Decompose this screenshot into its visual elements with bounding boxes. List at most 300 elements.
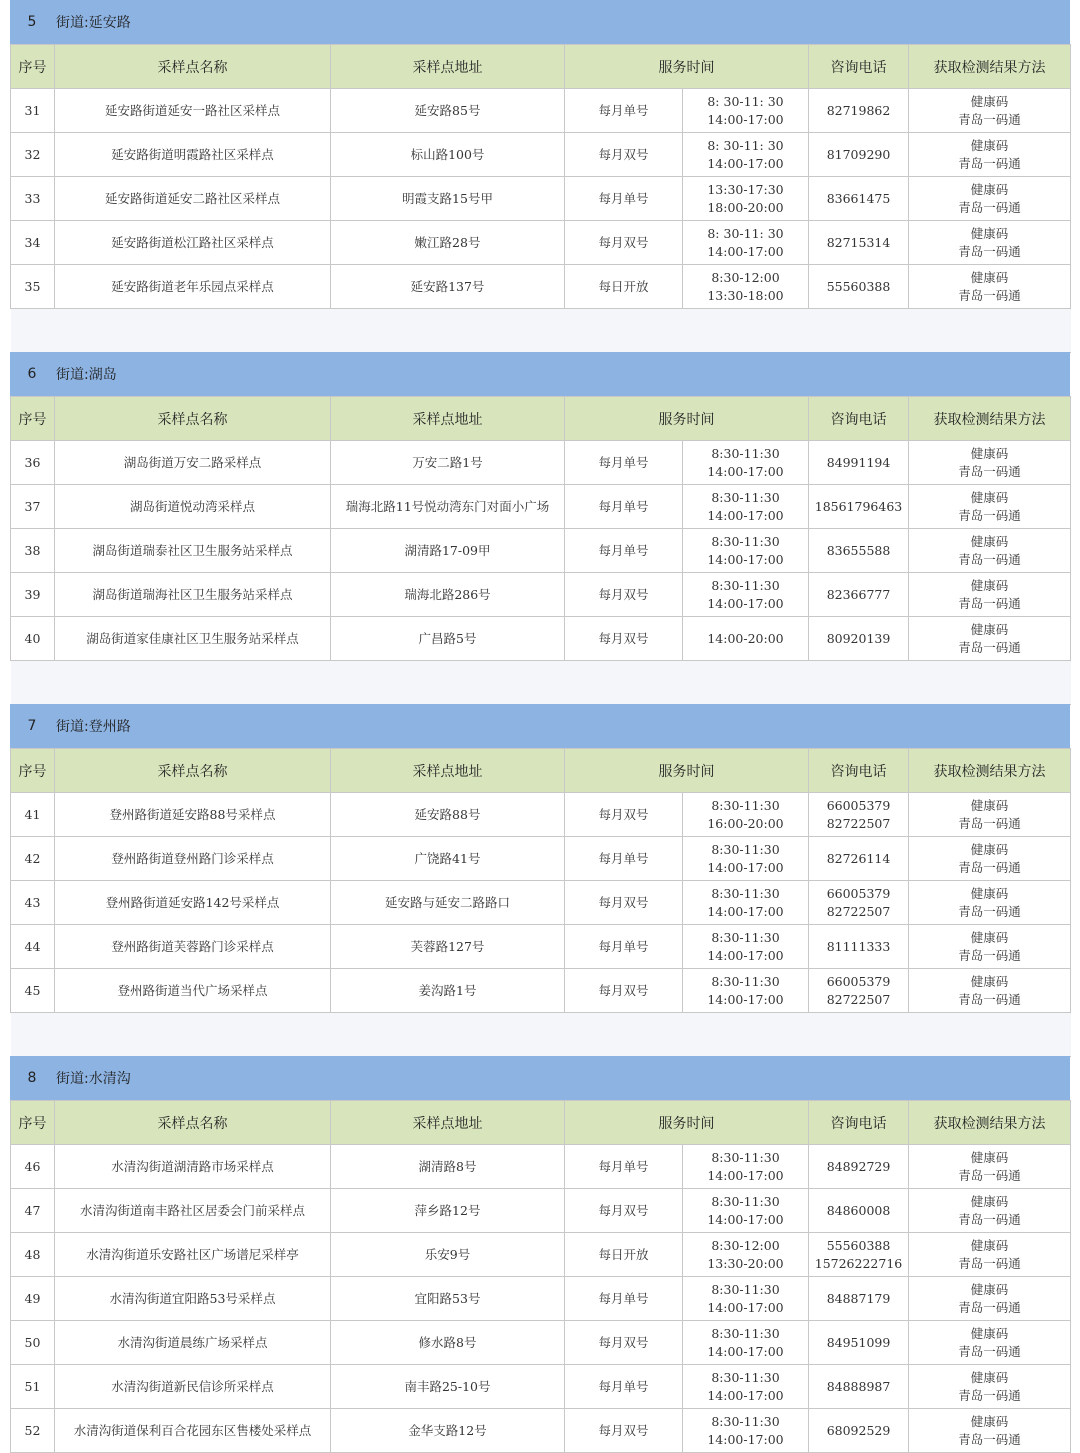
site-address <box>331 617 565 661</box>
open-days <box>565 221 683 265</box>
service-hours-text: 14:00-17:00 <box>707 1167 784 1183</box>
table-row <box>11 89 1071 133</box>
service-hours-text: 14:00-17:00 <box>707 903 784 919</box>
open-days-text: 每月双号 <box>598 894 649 910</box>
table-row <box>11 133 1071 177</box>
site-name <box>55 617 331 661</box>
result-method <box>909 837 1071 881</box>
phone-number-text: 82722507 <box>826 903 891 919</box>
result-method-text: 健康码 <box>970 445 1009 461</box>
open-days-text: 每日开放 <box>598 1246 649 1262</box>
sampling-sites-table <box>10 396 1071 705</box>
site-name-text: 延安路街道明霞路社区采样点 <box>111 146 274 162</box>
result-method <box>909 1189 1071 1233</box>
result-method-text: 青岛一码通 <box>958 903 1021 919</box>
service-hours <box>683 1233 809 1277</box>
result-method <box>909 1277 1071 1321</box>
service-hours <box>683 837 809 881</box>
result-method-text: 健康码 <box>970 137 1009 153</box>
table-row <box>11 1365 1071 1409</box>
row-id <box>11 573 55 617</box>
phone-number-text: 84991194 <box>826 454 891 470</box>
site-name <box>55 925 331 969</box>
service-hours <box>683 1365 809 1409</box>
row-id <box>11 529 55 573</box>
phone-number-text: 55560388 <box>826 1237 891 1253</box>
result-method-text: 健康码 <box>970 225 1009 241</box>
section-header <box>10 704 1070 748</box>
site-address <box>331 1277 565 1321</box>
row-id <box>11 1189 55 1233</box>
site-address-text: 萍乡路12号 <box>414 1202 481 1218</box>
site-name-text: 登州路街道当代广场采样点 <box>117 982 268 998</box>
spacer-cell <box>11 309 1071 353</box>
result-method <box>909 925 1071 969</box>
site-address-text: 嫩江路28号 <box>414 234 481 250</box>
spacer-row <box>11 309 1071 353</box>
open-days <box>565 1233 683 1277</box>
service-hours-text: 8:30-11:30 <box>711 445 780 461</box>
open-days <box>565 177 683 221</box>
header-method: 获取检测结果方法 <box>909 1101 1071 1145</box>
site-address <box>331 1365 565 1409</box>
phone-number <box>809 881 909 925</box>
open-days-text: 每月单号 <box>598 190 649 206</box>
district-section <box>10 0 1070 353</box>
result-method <box>909 1321 1071 1365</box>
header-service-time: 服务时间 <box>565 45 809 89</box>
result-method <box>909 573 1071 617</box>
open-days-text: 每月单号 <box>598 1290 649 1306</box>
phone-number <box>809 89 909 133</box>
service-hours <box>683 89 809 133</box>
result-method <box>909 1233 1071 1277</box>
open-days <box>565 837 683 881</box>
open-days <box>565 1145 683 1189</box>
site-address-text: 万安二路1号 <box>412 454 483 470</box>
phone-number-text: 68092529 <box>826 1422 891 1438</box>
result-method <box>909 441 1071 485</box>
header-id: 序号 <box>11 749 55 793</box>
site-address-text: 乐安9号 <box>424 1246 471 1262</box>
service-hours <box>683 793 809 837</box>
phone-number <box>809 1145 909 1189</box>
header-name: 采样点名称 <box>55 1101 331 1145</box>
district-section <box>10 1056 1070 1453</box>
open-days-text: 每月单号 <box>598 938 649 954</box>
result-method-text: 健康码 <box>970 621 1009 637</box>
site-address-text: 延安路与延安二路路口 <box>384 894 510 910</box>
table-header-row <box>11 397 1071 441</box>
result-method-text: 青岛一码通 <box>958 1299 1021 1315</box>
service-hours-text: 13:30-20:00 <box>707 1255 784 1271</box>
row-id <box>11 1277 55 1321</box>
table-row <box>11 925 1071 969</box>
site-address <box>331 793 565 837</box>
result-method-text: 青岛一码通 <box>958 947 1021 963</box>
phone-number-text: 83655588 <box>826 542 891 558</box>
result-method-text: 健康码 <box>970 973 1009 989</box>
phone-number <box>809 177 909 221</box>
open-days <box>565 617 683 661</box>
header-service-time: 服务时间 <box>565 397 809 441</box>
open-days-text: 每月单号 <box>598 1378 649 1394</box>
site-address-text: 标山路100号 <box>410 146 485 162</box>
site-address <box>331 1321 565 1365</box>
result-method-text: 健康码 <box>970 929 1009 945</box>
service-hours <box>683 221 809 265</box>
service-hours-text: 8:30-11:30 <box>711 929 780 945</box>
site-address-text: 广昌路5号 <box>418 630 477 646</box>
row-id <box>11 177 55 221</box>
header-phone: 咨询电话 <box>809 45 909 89</box>
result-method-text: 青岛一码通 <box>958 1343 1021 1359</box>
site-address <box>331 925 565 969</box>
open-days <box>565 793 683 837</box>
sampling-sites-table <box>10 44 1071 353</box>
result-method-text: 青岛一码通 <box>958 815 1021 831</box>
site-name-text: 水清沟街道南丰路社区居委会门前采样点 <box>79 1202 305 1218</box>
open-days-text: 每月双号 <box>598 1334 649 1350</box>
row-id <box>11 221 55 265</box>
row-id <box>11 441 55 485</box>
row-id <box>11 485 55 529</box>
site-name-text: 湖岛街道家佳康社区卫生服务站采样点 <box>86 630 299 646</box>
site-name <box>55 837 331 881</box>
table-row <box>11 177 1071 221</box>
result-method <box>909 133 1071 177</box>
site-address <box>331 1409 565 1453</box>
open-days-text: 每月双号 <box>598 234 649 250</box>
table-row <box>11 617 1071 661</box>
site-address <box>331 485 565 529</box>
service-hours-text: 13:30-18:00 <box>707 287 784 303</box>
header-id: 序号 <box>11 397 55 441</box>
result-method-text: 青岛一码通 <box>958 287 1021 303</box>
service-hours-text: 14:00-17:00 <box>707 1343 784 1359</box>
section-title: 街道:水清沟 <box>56 1071 131 1087</box>
phone-number-text: 66005379 <box>826 973 891 989</box>
row-id-text: 43 <box>24 894 41 910</box>
open-days-text: 每月单号 <box>598 542 649 558</box>
site-name <box>55 969 331 1013</box>
sampling-sites-table <box>10 1100 1071 1453</box>
phone-number-text: 84888987 <box>826 1378 891 1394</box>
site-name-text: 湖岛街道悦动湾采样点 <box>129 498 255 514</box>
row-id <box>11 1321 55 1365</box>
phone-number-text: 15726222716 <box>814 1255 903 1271</box>
phone-number <box>809 221 909 265</box>
site-name <box>55 133 331 177</box>
site-address-text: 广饶路41号 <box>414 850 481 866</box>
row-id-text: 48 <box>24 1246 41 1262</box>
service-hours-text: 14:00-17:00 <box>707 155 784 171</box>
service-hours-text: 8:30-11:30 <box>711 797 780 813</box>
row-id-text: 35 <box>24 278 41 294</box>
row-id <box>11 89 55 133</box>
table-row <box>11 1277 1071 1321</box>
header-id: 序号 <box>11 1101 55 1145</box>
phone-number-text: 83661475 <box>826 190 891 206</box>
sampling-sites-table <box>10 748 1071 1057</box>
service-hours-text: 14:00-17:00 <box>707 243 784 259</box>
service-hours-text: 14:00-17:00 <box>707 111 784 127</box>
result-method-text: 健康码 <box>970 1281 1009 1297</box>
district-section <box>10 704 1070 1057</box>
site-address-text: 芙蓉路127号 <box>410 938 485 954</box>
site-name-text: 湖岛街道万安二路采样点 <box>123 454 262 470</box>
row-id-text: 39 <box>24 586 41 602</box>
table-header-row <box>11 749 1071 793</box>
site-address <box>331 441 565 485</box>
result-method-text: 健康码 <box>970 533 1009 549</box>
table-header-row <box>11 1101 1071 1145</box>
row-id-text: 47 <box>24 1202 41 1218</box>
section-number: 5 <box>27 14 37 30</box>
open-days-text: 每月单号 <box>598 1158 649 1174</box>
site-name <box>55 529 331 573</box>
open-days <box>565 1277 683 1321</box>
header-address: 采样点地址 <box>331 397 565 441</box>
row-id-text: 52 <box>24 1422 41 1438</box>
table-row <box>11 881 1071 925</box>
result-method-text: 健康码 <box>970 885 1009 901</box>
phone-number <box>809 617 909 661</box>
site-name-text: 水清沟街道宜阳路53号采样点 <box>109 1290 276 1306</box>
site-address <box>331 529 565 573</box>
site-address-text: 南丰路25-10号 <box>404 1378 491 1394</box>
service-hours <box>683 265 809 309</box>
service-hours-text: 8: 30-11: 30 <box>707 93 784 109</box>
service-hours-text: 14:00-17:00 <box>707 551 784 567</box>
service-hours-text: 14:00-17:00 <box>707 859 784 875</box>
header-phone: 咨询电话 <box>809 397 909 441</box>
open-days <box>565 133 683 177</box>
row-id <box>11 837 55 881</box>
service-hours <box>683 529 809 573</box>
header-service-time: 服务时间 <box>565 1101 809 1145</box>
phone-number-text: 82366777 <box>826 586 891 602</box>
result-method-text: 健康码 <box>970 1237 1009 1253</box>
row-id-text: 41 <box>24 806 41 822</box>
row-id <box>11 133 55 177</box>
row-id-text: 45 <box>24 982 41 998</box>
phone-number <box>809 969 909 1013</box>
site-address-text: 延安路137号 <box>410 278 485 294</box>
row-id-text: 34 <box>24 234 41 250</box>
section-title: 街道:湖岛 <box>56 367 117 383</box>
result-method-text: 健康码 <box>970 489 1009 505</box>
table-row <box>11 265 1071 309</box>
open-days <box>565 441 683 485</box>
phone-number-text: 82715314 <box>826 234 891 250</box>
spacer-cell <box>11 1013 1071 1057</box>
service-hours-text: 8:30-11:30 <box>711 1193 780 1209</box>
phone-number-text: 80920139 <box>826 630 891 646</box>
result-method-text: 健康码 <box>970 577 1009 593</box>
table-row <box>11 969 1071 1013</box>
site-name <box>55 1365 331 1409</box>
site-name <box>55 793 331 837</box>
site-address <box>331 133 565 177</box>
site-name <box>55 1277 331 1321</box>
service-hours-text: 8:30-11:30 <box>711 1369 780 1385</box>
header-phone: 咨询电话 <box>809 1101 909 1145</box>
site-address-text: 瑞海北路286号 <box>404 586 491 602</box>
open-days <box>565 89 683 133</box>
open-days-text: 每月双号 <box>598 806 649 822</box>
spacer-row <box>11 661 1071 705</box>
row-id-text: 33 <box>24 190 41 206</box>
site-name <box>55 89 331 133</box>
site-address <box>331 1189 565 1233</box>
result-method-text: 青岛一码通 <box>958 595 1021 611</box>
section-header <box>10 0 1070 44</box>
table-row <box>11 793 1071 837</box>
service-hours-text: 13:30-17:30 <box>707 181 784 197</box>
phone-number-text: 66005379 <box>826 797 891 813</box>
row-id-text: 42 <box>24 850 41 866</box>
open-days <box>565 969 683 1013</box>
table-row <box>11 1145 1071 1189</box>
phone-number <box>809 133 909 177</box>
service-hours-text: 14:00-17:00 <box>707 1211 784 1227</box>
site-address <box>331 881 565 925</box>
site-address <box>331 969 565 1013</box>
service-hours-text: 8:30-11:30 <box>711 841 780 857</box>
phone-number <box>809 1321 909 1365</box>
phone-number <box>809 793 909 837</box>
service-hours-text: 8:30-12:00 <box>711 269 780 285</box>
result-method-text: 青岛一码通 <box>958 111 1021 127</box>
section-header <box>10 1056 1070 1100</box>
service-hours-text: 14:00-17:00 <box>707 1387 784 1403</box>
site-address-text: 修水路8号 <box>418 1334 477 1350</box>
row-id <box>11 1409 55 1453</box>
site-name <box>55 221 331 265</box>
phone-number-text: 81709290 <box>826 146 891 162</box>
open-days <box>565 265 683 309</box>
table-header-row <box>11 45 1071 89</box>
open-days-text: 每月双号 <box>598 1202 649 1218</box>
site-address-text: 瑞海北路11号悦动湾东门对面小广场 <box>345 498 550 514</box>
result-method-text: 青岛一码通 <box>958 991 1021 1007</box>
site-address <box>331 573 565 617</box>
header-method: 获取检测结果方法 <box>909 397 1071 441</box>
site-name <box>55 573 331 617</box>
section-header <box>10 352 1070 396</box>
service-hours-text: 14:00-17:00 <box>707 507 784 523</box>
phone-number-text: 82719862 <box>826 102 891 118</box>
table-row <box>11 1321 1071 1365</box>
service-hours <box>683 969 809 1013</box>
open-days-text: 每日开放 <box>598 278 649 294</box>
row-id <box>11 1365 55 1409</box>
table-row <box>11 529 1071 573</box>
site-name <box>55 1145 331 1189</box>
phone-number <box>809 441 909 485</box>
site-name-text: 延安路街道松江路社区采样点 <box>111 234 274 250</box>
table-row <box>11 441 1071 485</box>
result-method <box>909 1365 1071 1409</box>
open-days-text: 每月单号 <box>598 498 649 514</box>
service-hours-text: 14:00-17:00 <box>707 1431 784 1447</box>
service-hours-text: 8: 30-11: 30 <box>707 225 784 241</box>
row-id <box>11 881 55 925</box>
result-method-text: 青岛一码通 <box>958 551 1021 567</box>
phone-number <box>809 265 909 309</box>
header-method: 获取检测结果方法 <box>909 45 1071 89</box>
open-days <box>565 925 683 969</box>
service-hours <box>683 441 809 485</box>
site-name <box>55 177 331 221</box>
header-name: 采样点名称 <box>55 397 331 441</box>
open-days-text: 每月双号 <box>598 982 649 998</box>
site-address <box>331 1233 565 1277</box>
service-hours-text: 8:30-11:30 <box>711 1149 780 1165</box>
open-days-text: 每月单号 <box>598 454 649 470</box>
service-hours <box>683 1145 809 1189</box>
service-hours-text: 14:00-17:00 <box>707 991 784 1007</box>
service-hours-text: 14:00-17:00 <box>707 1299 784 1315</box>
site-address-text: 宜阳路53号 <box>414 1290 481 1306</box>
result-method <box>909 793 1071 837</box>
result-method <box>909 265 1071 309</box>
service-hours-text: 8:30-11:30 <box>711 1281 780 1297</box>
site-address-text: 湖清路17-09甲 <box>404 542 491 558</box>
table-row <box>11 1233 1071 1277</box>
row-id-text: 36 <box>24 454 41 470</box>
phone-number-text: 18561796463 <box>814 498 903 514</box>
row-id <box>11 925 55 969</box>
header-id: 序号 <box>11 45 55 89</box>
open-days-text: 每月双号 <box>598 146 649 162</box>
table-row <box>11 1189 1071 1233</box>
header-address: 采样点地址 <box>331 1101 565 1145</box>
phone-number <box>809 1365 909 1409</box>
site-address <box>331 1145 565 1189</box>
service-hours <box>683 1189 809 1233</box>
service-hours-text: 8:30-11:30 <box>711 489 780 505</box>
site-name <box>55 485 331 529</box>
result-method <box>909 485 1071 529</box>
result-method-text: 健康码 <box>970 841 1009 857</box>
open-days-text: 每月单号 <box>598 850 649 866</box>
service-hours-text: 8:30-11:30 <box>711 1325 780 1341</box>
phone-number <box>809 837 909 881</box>
phone-number <box>809 1277 909 1321</box>
phone-number <box>809 1233 909 1277</box>
row-id-text: 46 <box>24 1158 41 1174</box>
site-name-text: 登州路街道登州路门诊采样点 <box>111 850 274 866</box>
row-id <box>11 1145 55 1189</box>
district-section <box>10 352 1070 705</box>
table-row <box>11 485 1071 529</box>
site-name <box>55 1321 331 1365</box>
result-method-text: 健康码 <box>970 1193 1009 1209</box>
open-days <box>565 529 683 573</box>
result-method-text: 青岛一码通 <box>958 859 1021 875</box>
service-hours <box>683 1409 809 1453</box>
site-address <box>331 177 565 221</box>
row-id <box>11 617 55 661</box>
site-name-text: 水清沟街道湖清路市场采样点 <box>111 1158 274 1174</box>
result-method-text: 青岛一码通 <box>958 1211 1021 1227</box>
open-days-text: 每月双号 <box>598 1422 649 1438</box>
service-hours-text: 8:30-11:30 <box>711 973 780 989</box>
result-method-text: 健康码 <box>970 1413 1009 1429</box>
phone-number-text: 82722507 <box>826 815 891 831</box>
